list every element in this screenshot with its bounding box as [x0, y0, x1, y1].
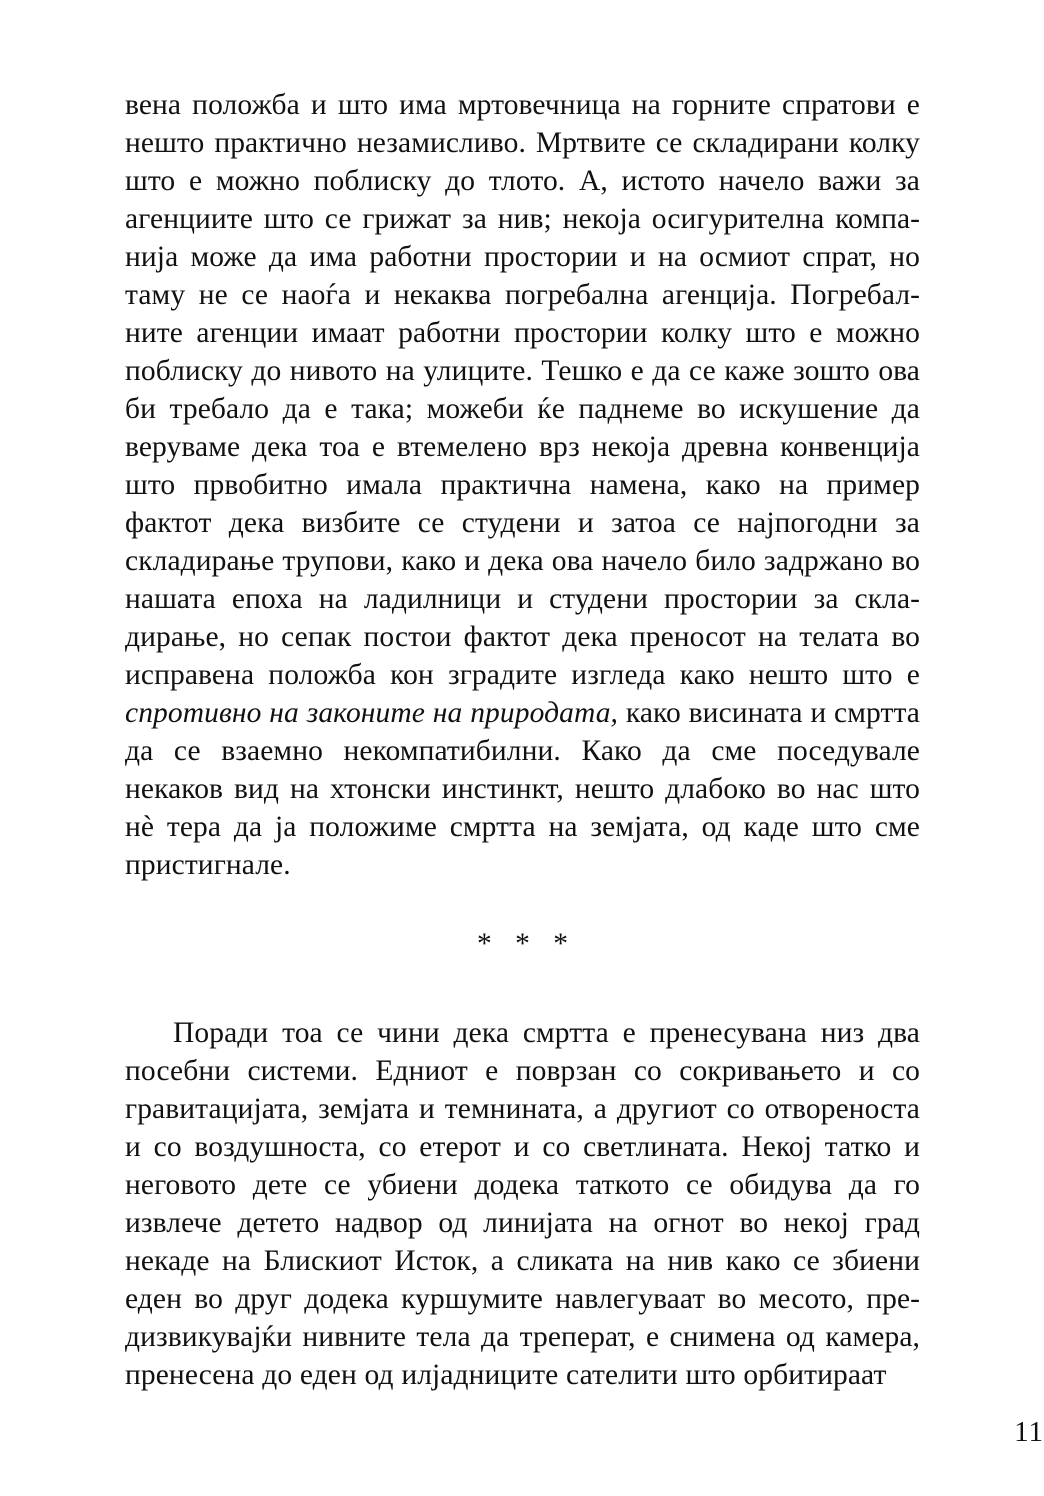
- paragraph-two-block: [125, 1014, 920, 1394]
- paragraph-one-text-before-italic: вена положба и што има мртовечница на горните спратови е нешто практично незамисливо. Мртвите се складирани колку што е можно поблиску до тлото. А, истото начело важи за агенциите што се грижат за нив; некоја осигурителна компанија може да има работни простории и на осмиот спрат, но таму не се наоѓа и некаква погребална агенција. Погребалните агенции имаат работни простории колку што е можно поблиску до нивото на улиците. Тешко е да се каже зошто ова би требало да е така; можеби ќе паднеме во искушение да веруваме дека тоа е втемелено врз некоја древна конвенција што првобитно имала практична намена, како на пример фактот дека визбите се студени и затоа се најпогодни за складирање трупови, како и дека ова начело било задржано во нашата епоха на ладилници и студени простории за складирање, но сепак постои фактот дека преносот на телата во исправена положба кон зградите изгледа како нешто што е: [125, 89, 920, 691]
- body-paragraph-one: [125, 86, 920, 884]
- paragraph-one-block: [125, 86, 920, 884]
- paragraph-one-text-after-italic: како висината и смртта да се взаемно некомпатибилни. Како да сме поседувале некаков вид на хтонски инстинкт, нешто длабоко во нас што нѐ тера да ја положиме смртта на земјата, од каде што сме пристигнале.: [125, 697, 921, 881]
- section-divider: * * *: [477, 928, 576, 960]
- body-paragraph-two: Поради тоа се чини дека смртта е пренесувана низ два посебни системи. Едниот е поврзан со сокривањето и со гравитацијата, земјата и темнината, а другиот со отвореноста и со воздушноста, со етерот и со светлината. Некој татко и неговото дете се убиени додека таткото се обидува да го извлече детето надвор од линијата на огнот во некој град некаде на Блискиот Исток, а сликата на нив како се збиени еден во друг додека куршумите навлегуваат во месото, предизвикувајќи нивните тела да треперат, е снимена од камера, пренесена до еден од илјадниците сателити што орбитираат: [125, 1017, 920, 1391]
- page-number: 11: [1014, 1416, 1044, 1448]
- italic-emphasis-phrase: спротивно на законите на природата,: [125, 697, 619, 729]
